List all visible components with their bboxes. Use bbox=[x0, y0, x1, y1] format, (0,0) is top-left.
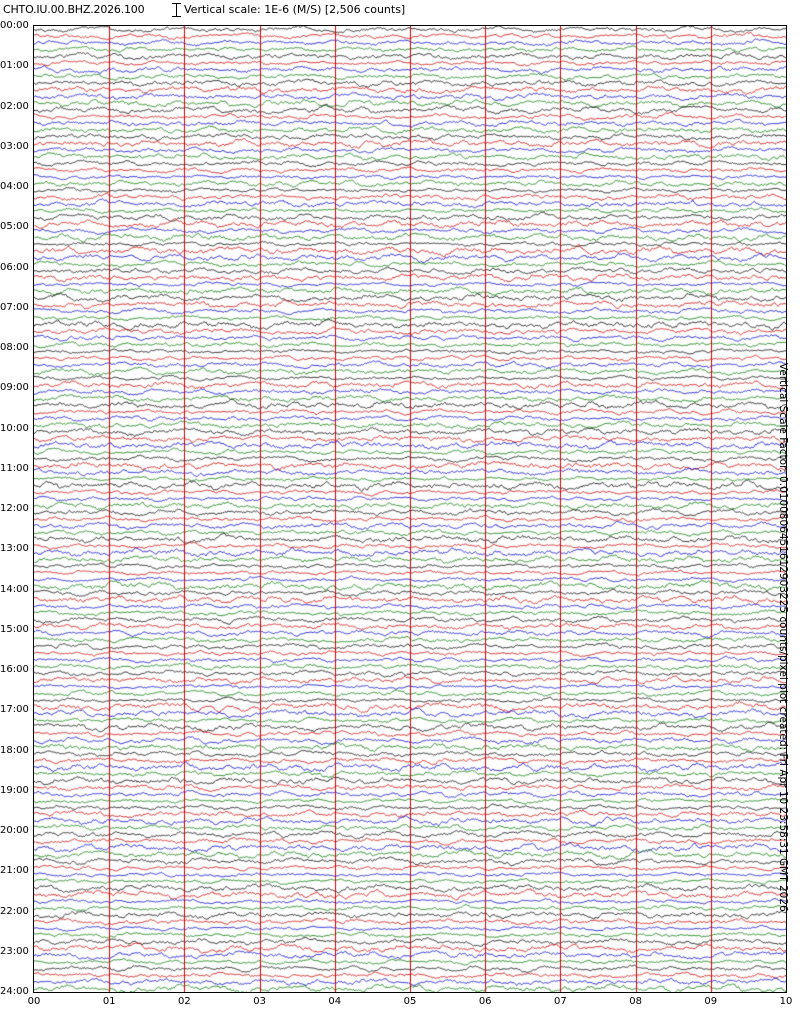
y-axis-tick-label: 01:00 bbox=[0, 60, 29, 72]
scale-factor-caption bbox=[778, 0, 789, 1024]
y-axis-tick-label: 03:00 bbox=[0, 140, 29, 152]
x-axis-tick-label: 03 bbox=[253, 996, 266, 1007]
y-axis-tick-label: 05:00 bbox=[0, 221, 29, 233]
x-axis-tick-label: 00 bbox=[27, 996, 41, 1007]
y-axis-tick-label: 16:00 bbox=[0, 664, 29, 675]
y-axis-tick-label: 09:00 bbox=[0, 382, 29, 394]
seismogram-canvas bbox=[33, 25, 787, 993]
vertical-scale-bar-icon bbox=[172, 2, 181, 17]
x-axis-tick-label: 08 bbox=[629, 996, 642, 1007]
x-axis-tick-label: 02 bbox=[178, 996, 191, 1007]
x-axis-tick-label: 10 bbox=[779, 996, 793, 1007]
y-axis-tick-label: 20:00 bbox=[0, 825, 29, 836]
y-axis-tick-label: 15:00 bbox=[0, 623, 29, 635]
x-axis-tick-label: 09 bbox=[704, 996, 718, 1007]
y-axis-tick-label: 14:00 bbox=[0, 583, 29, 595]
y-axis-tick-label: 24:00 bbox=[0, 986, 29, 997]
page-title: CHTO.IU.00.BHZ.2026.100 bbox=[3, 3, 145, 16]
y-axis-tick-label: 23:00 bbox=[0, 945, 29, 957]
y-axis-tick-label: 11:00 bbox=[0, 462, 29, 474]
x-axis-tick-label: 05 bbox=[403, 996, 417, 1007]
grid-layer bbox=[34, 26, 786, 992]
y-axis-tick-label: 19:00 bbox=[0, 784, 29, 796]
y-axis-tick-label: 04:00 bbox=[0, 181, 29, 192]
x-axis-tick-label: 06 bbox=[478, 996, 492, 1007]
header bbox=[0, 0, 800, 19]
y-axis-tick-label: 13:00 bbox=[0, 543, 29, 555]
x-axis-tick-label: 01 bbox=[102, 996, 116, 1007]
y-axis-tick-label: 08:00 bbox=[0, 342, 29, 353]
y-axis-tick-label: 02:00 bbox=[0, 100, 29, 112]
y-axis-tick-label: 22:00 bbox=[0, 905, 29, 917]
y-axis-tick-label: 00:00 bbox=[0, 20, 29, 31]
y-axis-tick-label: 06:00 bbox=[0, 261, 29, 273]
y-axis-tick-label: 18:00 bbox=[0, 744, 29, 756]
y-axis-tick-label: 17:00 bbox=[0, 704, 29, 716]
y-axis-tick-label: 07:00 bbox=[0, 301, 29, 313]
y-axis-tick-label: 21:00 bbox=[0, 865, 29, 877]
y-axis-tick-label: 10:00 bbox=[0, 422, 29, 434]
vertical-scale-label: Vertical scale: 1E-6 (M/S) [2,506 counts] bbox=[184, 3, 406, 16]
x-axis-tick-label: 07 bbox=[554, 996, 567, 1007]
x-axis bbox=[0, 996, 800, 1012]
x-axis-tick-label: 04 bbox=[328, 996, 342, 1007]
y-axis-tick-label: 12:00 bbox=[0, 503, 29, 514]
scale-factor-caption-text: Vertical Scale Factor: 0.0100806451612903225 counts/pixel plot created: Fri Apr 10 23:58:31 GMT 2026 bbox=[777, 363, 789, 912]
